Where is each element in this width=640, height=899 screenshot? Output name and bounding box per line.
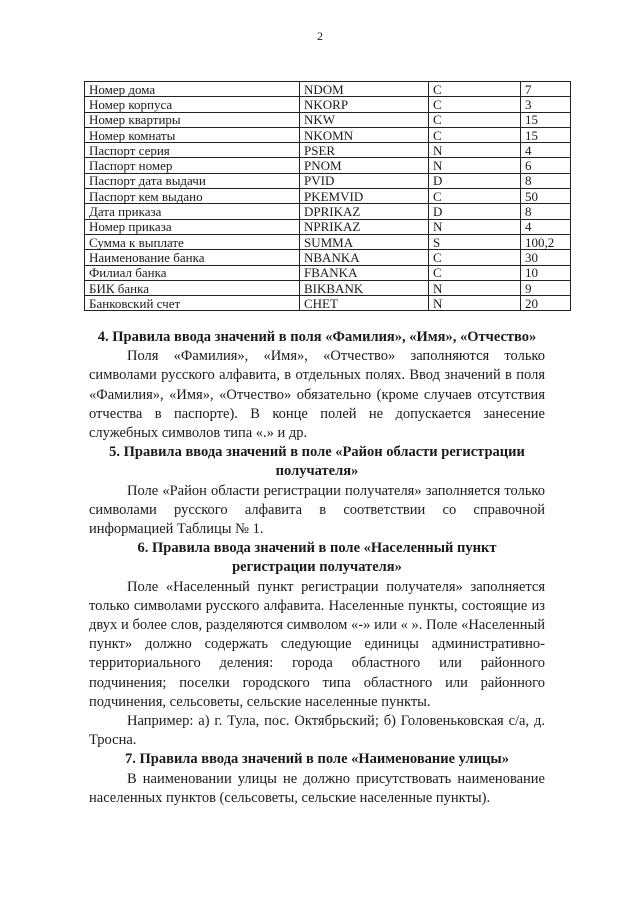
field-code-cell: CHET xyxy=(300,296,429,311)
field-name-cell: Номер корпуса xyxy=(85,97,300,112)
field-name-cell: Паспорт кем выдано xyxy=(85,189,300,204)
table-row xyxy=(85,97,571,112)
field-type-cell: C xyxy=(429,127,521,142)
section-6-example: Например: а) г. Тула, пос. Октябрьский; б) Головеньковская с/а, д. Тросна. xyxy=(89,713,545,749)
table-row xyxy=(85,204,571,219)
field-type-cell: N xyxy=(429,143,521,158)
table-row xyxy=(85,143,571,158)
field-length-cell: 15 xyxy=(521,127,571,142)
section-5-heading: 5. Правила ввода значений в поле «Район области регистрации получателя» xyxy=(109,444,525,480)
section-4-heading: 4. Правила ввода значений в поля «Фамилия», «Имя», «Отчество» xyxy=(97,329,537,345)
field-type-cell: C xyxy=(429,82,521,97)
field-length-cell: 4 xyxy=(521,219,571,234)
field-type-cell: C xyxy=(429,112,521,127)
field-code-cell: SUMMA xyxy=(300,234,429,249)
field-name-cell: Сумма к выплате xyxy=(85,234,300,249)
field-name-cell: Номер комнаты xyxy=(85,127,300,142)
field-type-cell: D xyxy=(429,173,521,188)
field-name-cell: Номер приказа xyxy=(85,219,300,234)
table-row xyxy=(85,234,571,249)
field-type-cell: D xyxy=(429,204,521,219)
field-length-cell: 100,2 xyxy=(521,234,571,249)
table-row xyxy=(85,296,571,311)
section-4-paragraph: Поля «Фамилия», «Имя», «Отчество» заполняются только символами русского алфавита, в отдельных полях. Ввод значений в поля «Фамилия», «Имя», «Отчество» обязательно (кроме случаев отсутствия отчества в паспорте). В конце полей не допускается занесение служебных символов типа «.» и др. xyxy=(89,348,545,442)
field-code-cell: PSER xyxy=(300,143,429,158)
field-type-cell: C xyxy=(429,250,521,265)
field-code-cell: NBANKA xyxy=(300,250,429,265)
field-type-cell: N xyxy=(429,158,521,173)
field-length-cell: 20 xyxy=(521,296,571,311)
field-code-cell: FBANKA xyxy=(300,265,429,280)
field-code-cell: NKW xyxy=(300,112,429,127)
page-number: 2 xyxy=(317,29,323,43)
field-name-cell: Филиал банка xyxy=(85,265,300,280)
table-row xyxy=(85,265,571,280)
table-row xyxy=(85,189,571,204)
section-5-paragraph: Поле «Район области регистрации получателя» заполняется только символами русского алфавита в соответствии со справочной информацией Таблицы № 1. xyxy=(89,482,545,538)
field-type-cell: N xyxy=(429,219,521,234)
table-row xyxy=(85,250,571,265)
section-6-paragraph: Поле «Населенный пункт регистрации получателя» заполняется только символами русского алфавита. Населенные пункты, состоящие из двух и более слов, разделяются символом «-» или « ». Поле «Населенный пункт» должно содержать следующие единицы административно-территориального деления: города областного или районного подчинения; поселки городского типа областного или районного подчинения, сельсоветы, сельские населенные пункты. xyxy=(89,578,545,710)
table-row xyxy=(85,112,571,127)
field-name-cell: Паспорт дата выдачи xyxy=(85,173,300,188)
fields-table xyxy=(84,81,571,311)
field-code-cell: NDOM xyxy=(300,82,429,97)
field-name-cell: Дата приказа xyxy=(85,204,300,219)
field-name-cell: Номер квартиры xyxy=(85,112,300,127)
field-name-cell: Наименование банка xyxy=(85,250,300,265)
field-code-cell: NKORP xyxy=(300,97,429,112)
field-type-cell: C xyxy=(429,265,521,280)
field-code-cell: NKOMN xyxy=(300,127,429,142)
field-length-cell: 8 xyxy=(521,173,571,188)
field-code-cell: PNOM xyxy=(300,158,429,173)
field-type-cell: C xyxy=(429,189,521,204)
field-code-cell: PKEMVID xyxy=(300,189,429,204)
document-body xyxy=(89,328,545,808)
section-7-paragraph: В наименовании улицы не должно присутствовать наименование населенных пунктов (сельсоветы, сельские населенные пункты). xyxy=(89,770,545,806)
field-name-cell: Номер дома xyxy=(85,82,300,97)
field-code-cell: PVID xyxy=(300,173,429,188)
field-type-cell: N xyxy=(429,280,521,295)
field-name-cell: Паспорт номер xyxy=(85,158,300,173)
table-row xyxy=(85,173,571,188)
field-length-cell: 6 xyxy=(521,158,571,173)
fields-table-body xyxy=(85,82,571,311)
field-code-cell: NPRIKAZ xyxy=(300,219,429,234)
field-name-cell: БИК банка xyxy=(85,280,300,295)
table-row xyxy=(85,127,571,142)
table-row xyxy=(85,158,571,173)
field-length-cell: 3 xyxy=(521,97,571,112)
field-name-cell: Паспорт серия xyxy=(85,143,300,158)
field-length-cell: 10 xyxy=(521,265,571,280)
table-row xyxy=(85,82,571,97)
field-name-cell: Банковский счет xyxy=(85,296,300,311)
field-type-cell: C xyxy=(429,97,521,112)
field-code-cell: BIKBANK xyxy=(300,280,429,295)
section-6-heading: 6. Правила ввода значений в поле «Населенный пункт регистрации получателя» xyxy=(137,540,497,576)
section-7-heading: 7. Правила ввода значений в поле «Наименование улицы» xyxy=(125,751,509,768)
field-code-cell: DPRIKAZ xyxy=(300,204,429,219)
field-length-cell: 15 xyxy=(521,112,571,127)
field-length-cell: 7 xyxy=(521,82,571,97)
field-length-cell: 4 xyxy=(521,143,571,158)
field-length-cell: 9 xyxy=(521,280,571,295)
field-type-cell: S xyxy=(429,234,521,249)
field-type-cell: N xyxy=(429,296,521,311)
field-length-cell: 50 xyxy=(521,189,571,204)
field-length-cell: 8 xyxy=(521,204,571,219)
table-row xyxy=(85,219,571,234)
table-row xyxy=(85,280,571,295)
field-length-cell: 30 xyxy=(521,250,571,265)
